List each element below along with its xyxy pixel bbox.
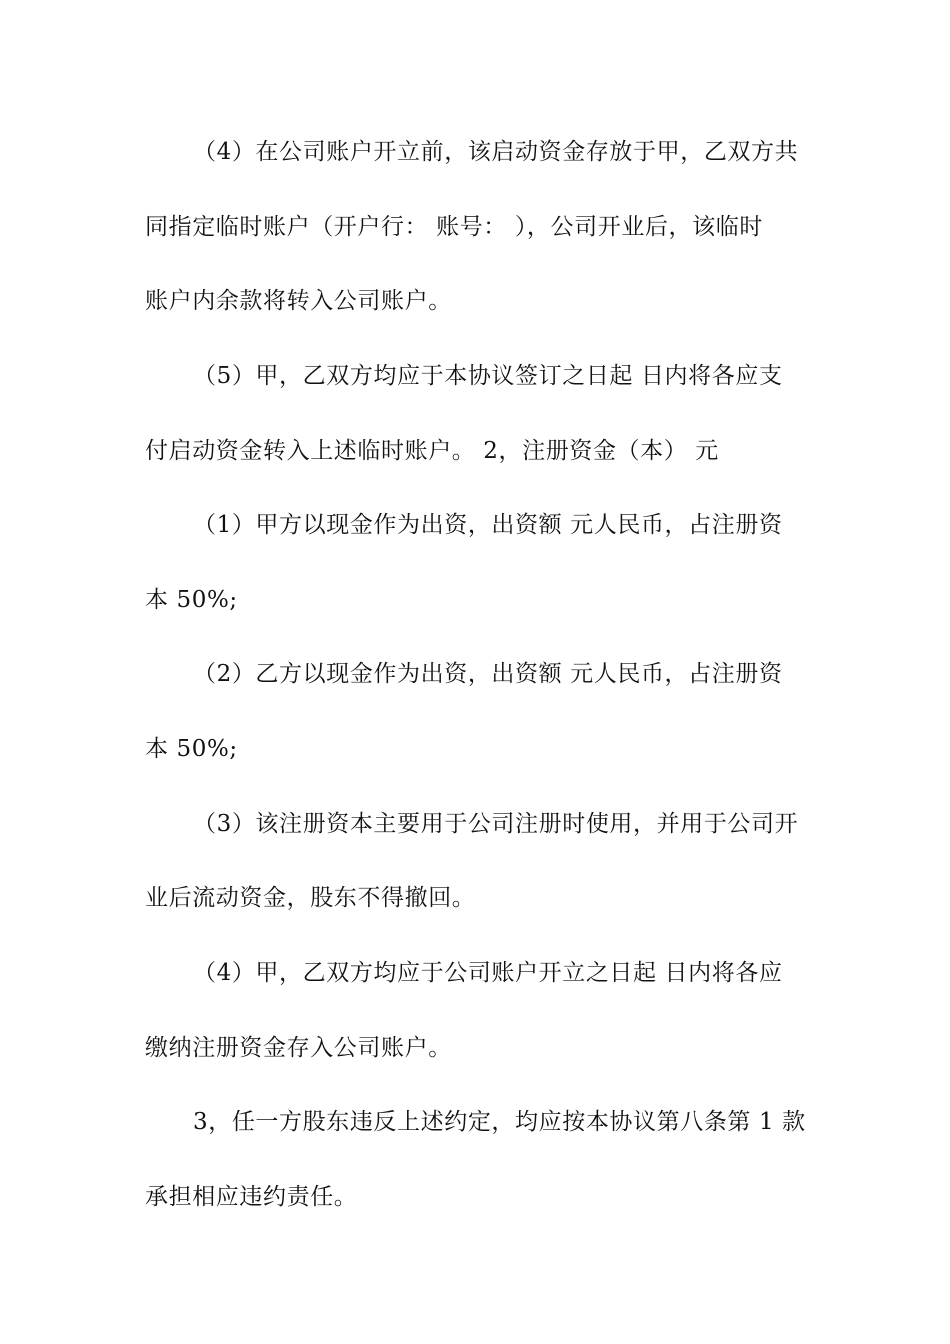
paragraph-line: 本 50%; (145, 587, 238, 613)
paragraph-line: （2）乙方以现金作为出资，出资额 元人民币，占注册资 (193, 661, 783, 687)
paragraph-line: （1）甲方以现金作为出资，出资额 元人民币，占注册资 (193, 512, 783, 538)
paragraph-line: 账户内余款将转入公司账户。 (145, 288, 452, 314)
paragraph-line: 本 50%; (145, 736, 238, 762)
paragraph-line: 承担相应违约责任。 (145, 1184, 358, 1210)
paragraph-line: （5）甲，乙双方均应于本协议签订之日起 日内将各应支 (193, 363, 783, 389)
paragraph-line: （3）该注册资本主要用于公司注册时使用，并用于公司开 (193, 811, 799, 837)
paragraph-line: （4）在公司账户开立前，该启动资金存放于甲，乙双方共 (193, 139, 799, 165)
paragraph-line: 缴纳注册资金存入公司账户。 (145, 1035, 452, 1061)
paragraph-line: 业后流动资金，股东不得撤回。 (145, 885, 476, 911)
paragraph-line: 同指定临时账户（开户行： 账号： ），公司开业后，该临时 (145, 214, 763, 240)
paragraph-line: 3，任一方股东违反上述约定，均应按本协议第八条第 1 款 (193, 1109, 806, 1135)
paragraph-line: （4）甲，乙双方均应于公司账户开立之日起 日内将各应 (193, 960, 783, 986)
paragraph-line: 付启动资金转入上述临时账户。 2，注册资金（本） 元 (145, 438, 719, 464)
